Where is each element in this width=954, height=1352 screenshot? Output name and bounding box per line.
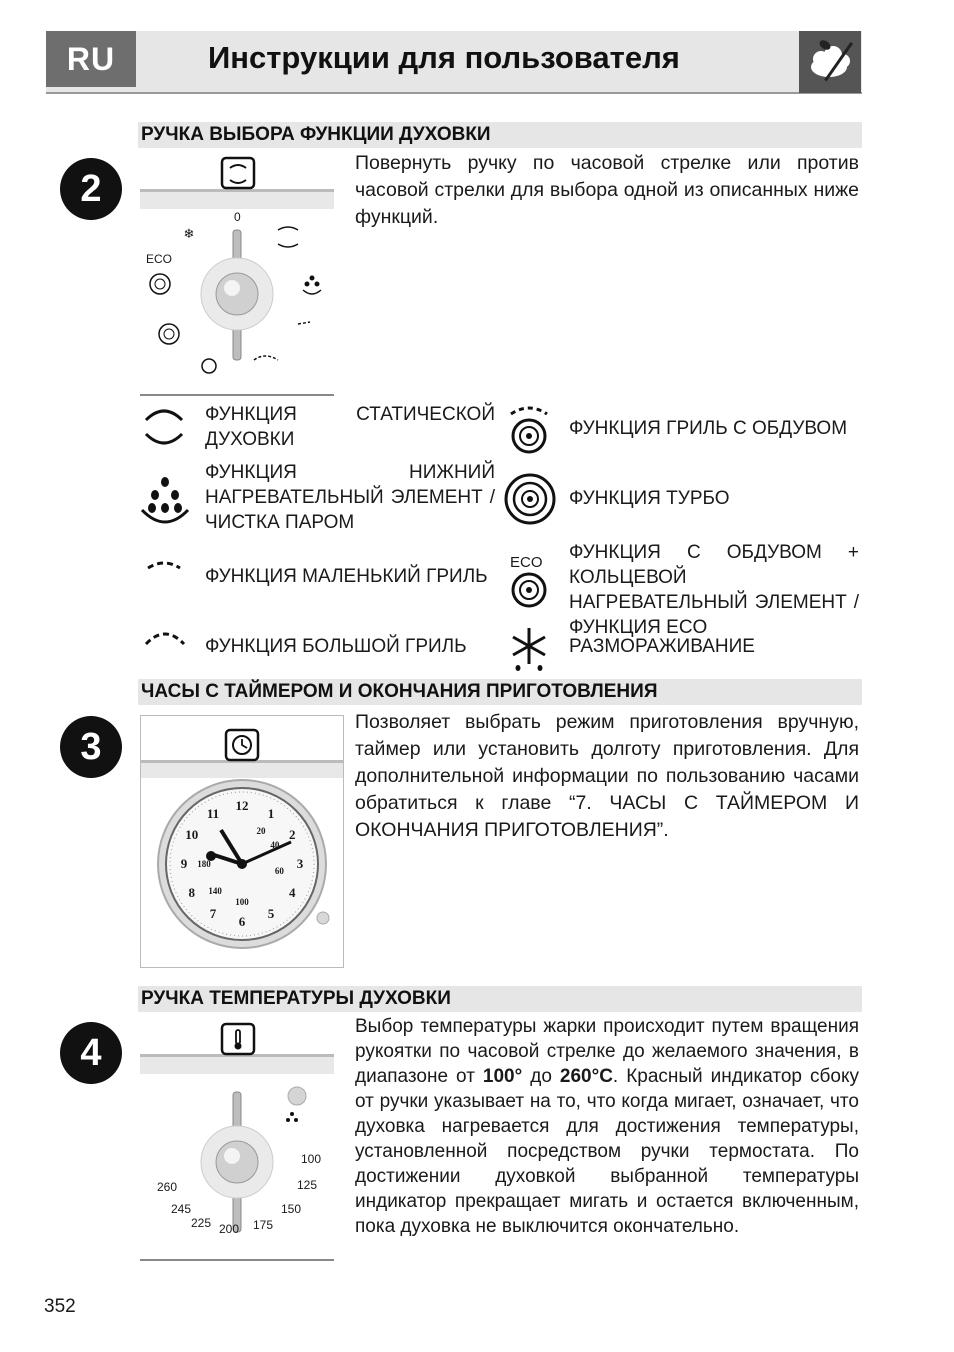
page-number: 352 [44,1296,76,1317]
temp-scale-125: 125 [297,1178,318,1192]
temp-scale-260: 260 [157,1180,178,1194]
language-badge: RU [46,31,136,87]
clock-hour-8: 8 [188,885,196,900]
function-knob-description: Повернуть ручку по часовой стрелке или против часовой стрелки для выбора одной из описанных ниже функций. [355,152,859,228]
defrost-icon [508,624,550,677]
section-title-temperature-knob: РУЧКА ТЕМПЕРАТУРЫ ДУХОВКИ [138,986,862,1012]
function-label: ФУНКЦИЯ ГРИЛЬ С ОБДУВОМ [569,418,848,439]
static-oven-icon [140,402,188,455]
temp-text-mid: до [522,1066,560,1087]
section-title-clock-timer: ЧАСЫ С ТАЙМЕРОМ И ОКОНЧАНИЯ ПРИГОТОВЛЕНИЯ [138,679,862,705]
temp-scale-225: 225 [191,1216,212,1230]
clock-hour-3: 3 [296,856,304,871]
svg-text:❄: ❄ [183,226,195,241]
clock-inner-100: 100 [235,897,249,907]
temp-scale-175: 175 [253,1218,274,1232]
clock-inner-20: 20 [256,826,266,837]
function-label: ФУНКЦИЯ СТАТИЧЕСКОЙ ДУХОВКИ [205,404,495,450]
page-title: Инструкции для пользователя [208,40,680,75]
clock-illustration [140,715,344,968]
clock-hour-4: 4 [288,885,296,900]
small-grill-icon [144,556,184,581]
temp-scale-245: 245 [171,1202,192,1216]
turbo-icon [503,472,557,531]
bottom-element-steam-icon [138,472,192,533]
function-label: ФУНКЦИЯ БОЛЬШОЙ ГРИЛЬ [205,636,467,657]
clock-inner-180: 180 [197,859,211,869]
eco-fan-icon [508,572,550,613]
temp-max: 260°C [559,1066,613,1087]
chef-logo-icon [799,31,861,93]
temperature-knob-illustration [140,1018,336,1262]
fan-grill-icon [505,402,553,461]
temp-scale-200: 200 [219,1222,240,1236]
temp-scale-150: 150 [281,1202,302,1216]
function-label: ФУНКЦИЯ С ОБДУВОМ + КОЛЬЦЕВОЙ НАГРЕВАТЕЛЬНЫЙ ЭЛЕМЕНТ / ФУНКЦИЯ ECO [569,542,859,638]
large-grill-icon [142,626,188,655]
clock-hour-1: 1 [267,805,275,821]
function-knob-illustration [140,152,336,396]
temp-text-before: Выбор температуры жарки происходит путем вращения рукоятки по часовой стрелке до желаемого значения, в диапазоне от [355,1016,859,1087]
temperature-description [355,1014,859,1239]
eco-label: ECO [510,554,543,571]
clock-hour-7: 7 [209,906,217,922]
function-label: ФУНКЦИЯ ТУРБО [569,488,730,509]
knob-eco-label: ECO [146,252,173,266]
clock-hour-5: 5 [267,906,275,922]
step-number-4: 4 [60,1022,122,1084]
function-label: ФУНКЦИЯ НИЖНИЙ НАГРЕВАТЕЛЬНЫЙ ЭЛЕМЕНТ / ЧИСТКА ПАРОМ [205,462,495,533]
clock-hour-11: 11 [206,805,220,821]
section-title-function-knob: РУЧКА ВЫБОРА ФУНКЦИИ ДУХОВКИ [138,122,862,148]
step-number-3: 3 [60,716,122,778]
clock-hour-9: 9 [180,856,188,871]
clock-description: Позволяет выбрать режим приготовления вручную, таймер или установить долготу приготовления. Для дополнительной информации по пользованию часами обратиться к главе “7. ЧАСЫ С ТАЙМЕРОМ И ОКОНЧАНИЯ ПРИГОТОВЛЕНИЯ”. [355,711,859,841]
function-label: РАЗМОРАЖИВАНИЕ [569,636,755,657]
clock-inner-40: 40 [270,840,280,850]
clock-hour-2: 2 [288,827,296,842]
clock-hour-10: 10 [185,827,199,842]
clock-inner-140: 140 [208,885,222,896]
temp-scale-100: 100 [301,1152,322,1166]
clock-hour-6: 6 [238,914,246,929]
step-number-2: 2 [60,158,122,220]
function-label: ФУНКЦИЯ МАЛЕНЬКИЙ ГРИЛЬ [205,566,488,587]
clock-dial-numbers [141,716,343,967]
clock-hour-12: 12 [235,798,249,813]
knob-zero-label: 0 [234,210,241,224]
temp-min: 100° [482,1066,523,1087]
clock-inner-60: 60 [274,865,284,876]
temp-text-after: . Красный индикатор сбоку от ручки указывает на то, что когда мигает, означает, что духовка нагревается для достижения температуры, установленной посредством ручки термостата. По достижении духовкой выбранной температуры индикатор прекращает мигать и остается включенным, пока духовка не выключится окончательно. [355,1066,859,1237]
